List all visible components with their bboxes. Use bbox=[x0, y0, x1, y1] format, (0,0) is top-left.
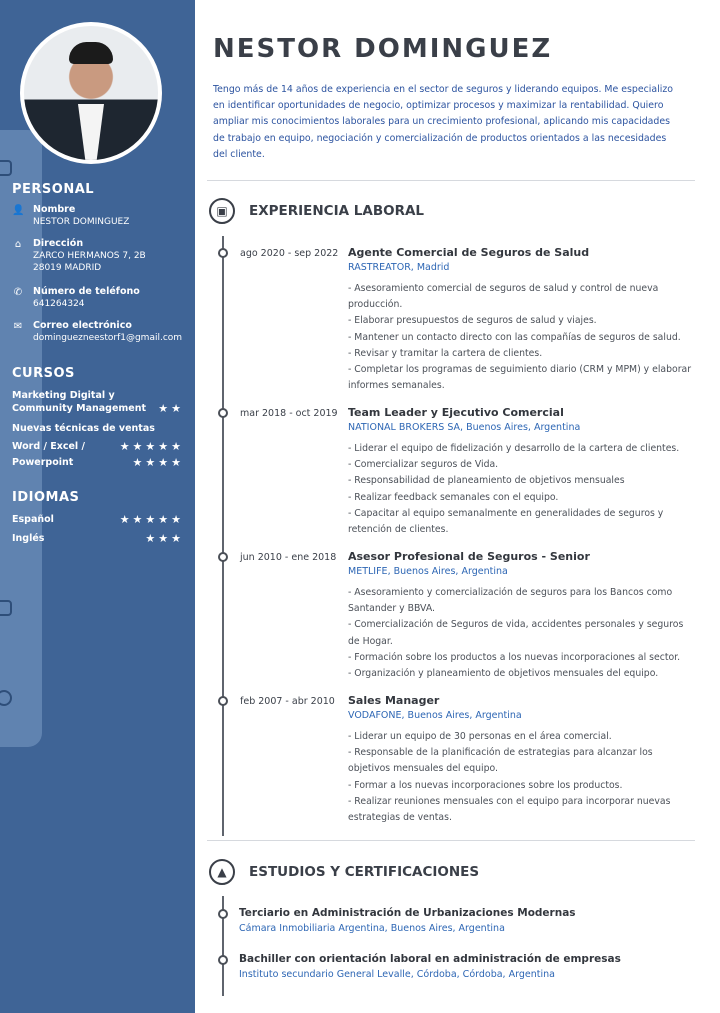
timeline-dot bbox=[218, 696, 228, 706]
personal-item-email bbox=[12, 320, 192, 344]
job-bullets bbox=[348, 281, 693, 394]
curso-item bbox=[12, 422, 184, 435]
list-item: - Capacitar al equipo semanalmente en generalidades de seguros y retención de clientes. bbox=[348, 507, 664, 536]
graduation-cap-icon: ▲ bbox=[209, 859, 235, 885]
education-title: Terciario en Administración de Urbanizaciones Modernas bbox=[239, 907, 576, 919]
list-item: - Liderar un equipo de 30 personas en el área comercial. bbox=[348, 731, 612, 742]
list-item: - Revisar y tramitar la cartera de clientes. bbox=[348, 347, 543, 359]
list-item: - Responsabilidad de planeamiento de objetivos mensuales bbox=[348, 475, 625, 487]
experiencia-heading: EXPERIENCIA LABORAL bbox=[249, 203, 425, 219]
sidebar bbox=[0, 0, 195, 1013]
phone-icon: ✆ bbox=[13, 287, 23, 298]
personal-value: 641264324 bbox=[33, 299, 85, 309]
curso-item bbox=[12, 389, 184, 415]
personal-item-phone bbox=[12, 286, 192, 310]
timeline-dot bbox=[218, 552, 228, 562]
profile-photo bbox=[24, 26, 158, 160]
divider bbox=[207, 840, 695, 841]
personal-value: ZARCO HERMANOS 7, 2B 28019 MADRID bbox=[33, 251, 146, 273]
list-item: - Completar los programas de seguimiento diario (CRM y MPM) y elaborar informes semanales. bbox=[348, 364, 692, 392]
user-icon: 👤 bbox=[12, 205, 25, 216]
curso-item bbox=[12, 440, 184, 453]
job-company: METLIFE, Buenos Aires, Argentina bbox=[348, 566, 508, 577]
education-school: Cámara Inmobiliaria Argentina, Buenos Aires, Argentina bbox=[239, 923, 505, 934]
job-date: jun 2010 - ene 2018 bbox=[240, 552, 337, 563]
list-item: - Realizar reuniones mensuales con el equipo para incorporar nuevas estrategias de ventas. bbox=[348, 795, 671, 824]
main-content bbox=[195, 0, 720, 1013]
job-title: Team Leader y Ejecutivo Comercial bbox=[348, 406, 564, 419]
profile-summary: Tengo más de 14 años de experiencia en el sector de seguros y liderando equipos. Me especializo en identificar oportunidades de negocio, optimizar procesos y maximizar la rentabilidad. Quiero ampliar mis conocimientos laborales para un crecimiento profesional, aplicando mis capacidades de trabajo en equipo, negociación y comercialización de productos orientados a las necesidades del cliente. bbox=[213, 84, 673, 160]
rating-stars: ★★ bbox=[158, 402, 184, 415]
job-date: ago 2020 - sep 2022 bbox=[240, 248, 339, 259]
estudios-heading: ESTUDIOS Y CERTIFICACIONES bbox=[249, 864, 480, 880]
list-item: - Formación sobre los productos a los nuevas incorporaciones al sector. bbox=[348, 651, 681, 663]
mail-icon: ✉ bbox=[13, 321, 23, 332]
job-title: Sales Manager bbox=[348, 694, 440, 707]
decorative-glyph-icon bbox=[0, 600, 12, 616]
curso-name: Nuevas técnicas de ventas bbox=[12, 423, 155, 434]
personal-label: Número de teléfono bbox=[33, 286, 140, 297]
profile-photo-frame bbox=[20, 22, 162, 164]
job-bullets bbox=[348, 729, 693, 826]
list-item: - Formar a los nuevas incorporaciones sobre los productos. bbox=[348, 779, 623, 791]
home-icon: ⌂ bbox=[14, 239, 22, 250]
education-title: Bachiller con orientación laboral en administración de empresas bbox=[239, 953, 621, 965]
idioma-name: Español bbox=[12, 514, 54, 525]
list-item: - Asesoramiento comercial de seguros de salud y control de nueva producción. bbox=[348, 283, 659, 311]
education-school: Instituto secundario General Levalle, Córdoba, Córdoba, Argentina bbox=[239, 969, 555, 980]
job-title: Agente Comercial de Seguros de Salud bbox=[348, 246, 590, 259]
job-company: NATIONAL BROKERS SA, Buenos Aires, Argentina bbox=[348, 422, 581, 433]
experience-timeline bbox=[222, 236, 224, 836]
idioma-item bbox=[12, 513, 184, 526]
briefcase-icon: ▣ bbox=[209, 198, 235, 224]
timeline-dot bbox=[218, 955, 228, 965]
curso-name: Word / Excel / bbox=[12, 441, 85, 452]
idioma-item bbox=[12, 532, 184, 545]
list-item: - Asesoramiento y comercialización de seguros para los Bancos como Santander y BBVA. bbox=[348, 587, 673, 615]
idioma-name: Inglés bbox=[12, 533, 45, 544]
rating-stars: ★★★ bbox=[145, 532, 184, 545]
list-item: - Realizar feedback semanales con el equipo. bbox=[348, 491, 559, 503]
personal-item-address bbox=[12, 238, 192, 274]
list-item: - Mantener un contacto directo con las compañías de seguros de salud. bbox=[348, 331, 681, 343]
job-date: mar 2018 - oct 2019 bbox=[240, 408, 338, 419]
decorative-glyph-icon bbox=[0, 160, 12, 176]
rating-stars: ★★★★★ bbox=[119, 513, 184, 526]
personal-label: Dirección bbox=[33, 238, 84, 249]
idiomas-heading: IDIOMAS bbox=[12, 490, 80, 505]
personal-value: NESTOR DOMINGUEZ bbox=[33, 217, 130, 227]
job-bullets bbox=[348, 585, 693, 682]
rating-stars: ★★★★★ bbox=[119, 440, 184, 453]
page-title: NESTOR DOMINGUEZ bbox=[213, 34, 553, 64]
personal-value: dominguezneestorf1@gmail.com bbox=[33, 333, 183, 343]
list-item: - Comercializar seguros de Vida. bbox=[348, 459, 499, 471]
personal-item-name bbox=[12, 204, 192, 228]
job-bullets bbox=[348, 441, 693, 538]
list-item: - Elaborar presupuestos de seguros de salud y viajes. bbox=[348, 315, 597, 327]
job-company: VODAFONE, Buenos Aires, Argentina bbox=[348, 710, 522, 721]
curso-name: Marketing Digital y Community Management bbox=[12, 390, 147, 414]
list-item: - Liderar el equipo de fidelización y desarrollo de la cartera de clientes. bbox=[348, 443, 680, 454]
personal-label: Nombre bbox=[33, 204, 76, 215]
timeline-dot bbox=[218, 248, 228, 258]
timeline-dot bbox=[218, 408, 228, 418]
timeline-dot bbox=[218, 909, 228, 919]
personal-label: Correo electrónico bbox=[33, 320, 132, 331]
cursos-heading: CURSOS bbox=[12, 366, 75, 381]
personal-heading: PERSONAL bbox=[12, 182, 95, 197]
list-item: - Comercialización de Seguros de vida, accidentes personales y seguros de Hogar. bbox=[348, 619, 684, 647]
list-item: - Responsable de la planificación de estrategias para alcanzar los objetivos mensuales del equipo. bbox=[348, 747, 653, 775]
job-company: RASTREATOR, Madrid bbox=[348, 262, 450, 273]
divider bbox=[207, 180, 695, 181]
job-title: Asesor Profesional de Seguros - Senior bbox=[348, 550, 590, 563]
rating-stars: ★★★★ bbox=[132, 456, 184, 469]
job-date: feb 2007 - abr 2010 bbox=[240, 696, 335, 707]
curso-name: Powerpoint bbox=[12, 457, 74, 468]
curso-item bbox=[12, 456, 184, 469]
list-item: - Organización y planeamiento de objetivos mensuales del equipo. bbox=[348, 668, 659, 680]
